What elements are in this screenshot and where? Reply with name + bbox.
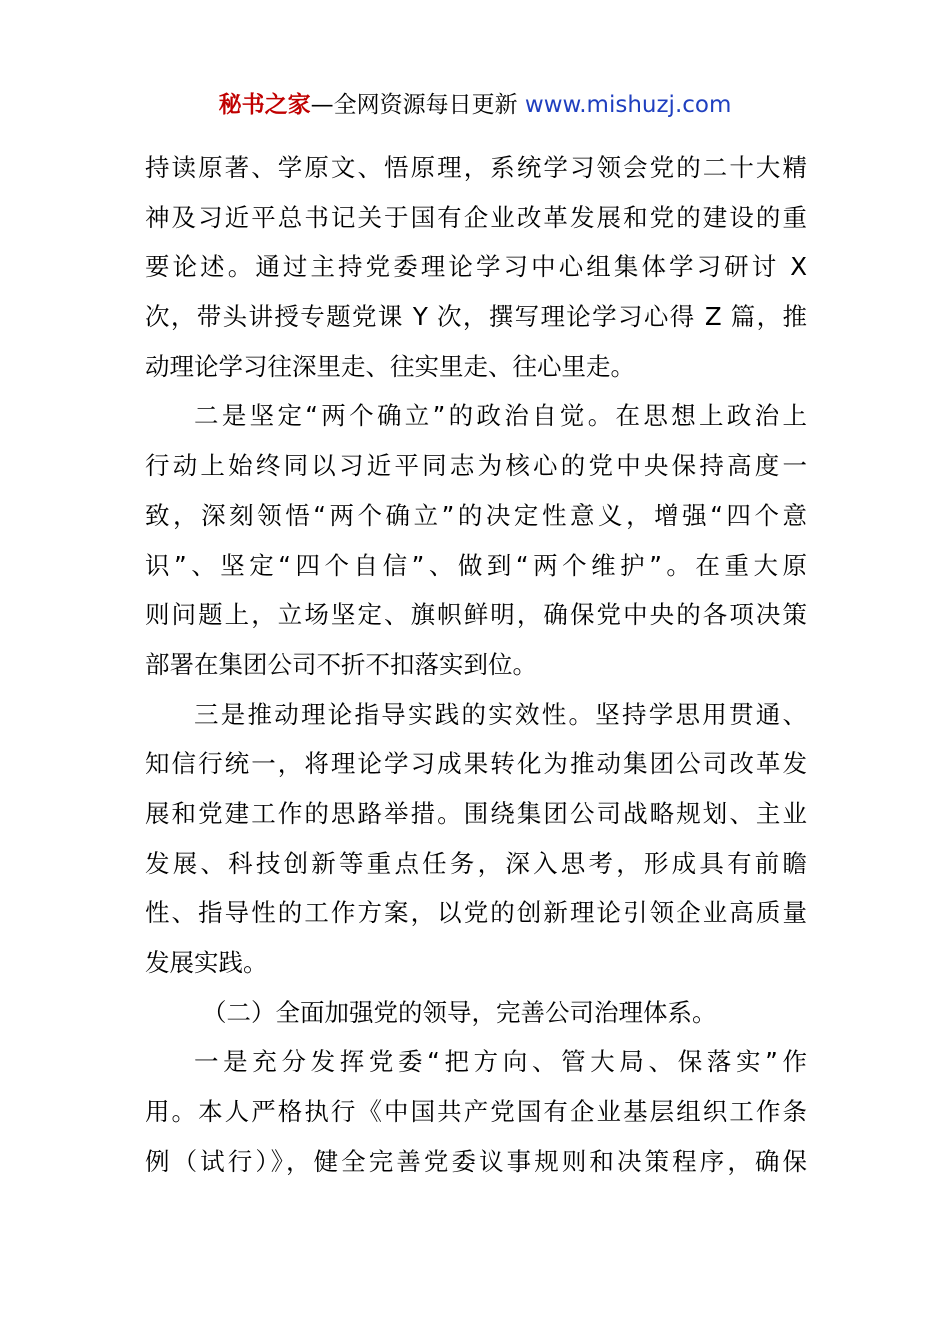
text-line: 识”、坚定“四个自信”、做到“两个维护”。在重大原 bbox=[145, 550, 807, 580]
text-line: 发展实践。 bbox=[145, 948, 268, 977]
paragraph-start-line: 三是推动理论指导实践的实效性。坚持学思用贯通、 bbox=[194, 699, 807, 729]
text-line: 持读原著、学原文、悟原理，系统学习领会党的二十大精 bbox=[145, 153, 807, 182]
text-line: 部署在集团公司不折不扣落实到位。 bbox=[145, 649, 537, 679]
text-line: 动理论学习往深里走、往实里走、往心里走。 bbox=[145, 351, 635, 381]
paragraph-start-line: 一是充分发挥党委“把方向、管大局、保落实”作 bbox=[194, 1047, 807, 1077]
text-line: 神及习近平总书记关于国有企业改革发展和党的建设的重 bbox=[145, 202, 807, 232]
text-line: 例（试行）》，健全完善党委议事规则和决策程序，确保 bbox=[145, 1146, 807, 1176]
site-tagline: —全网资源每日更新 bbox=[310, 92, 525, 118]
text-line: 知信行统一，将理论学习成果转化为推动集团公司改革发 bbox=[145, 749, 807, 779]
text-line: 次，带头讲授专题党课 Y 次，撰写理论学习心得 Z 篇，推 bbox=[145, 302, 807, 332]
page-header bbox=[0, 86, 950, 124]
document-body bbox=[145, 143, 807, 1186]
text-line: 展和党建工作的思路举措。围绕集团公司战略规划、主业 bbox=[145, 798, 807, 828]
paragraph-start-line: 二是坚定“两个确立”的政治自觉。在思想上政治上 bbox=[194, 401, 807, 431]
text-line: 用。本人严格执行《中国共产党国有企业基层组织工作条 bbox=[145, 1097, 807, 1127]
text-line: 要论述。通过主持党委理论学习中心组集体学习研讨 X bbox=[145, 252, 807, 282]
text-line: 发展、科技创新等重点任务，深入思考，形成具有前瞻 bbox=[145, 848, 807, 878]
site-brand: 秘书之家 bbox=[218, 92, 311, 118]
text-line: 行动上始终同以习近平同志为核心的党中央保持高度一 bbox=[145, 451, 807, 481]
text-line: 致，深刻领悟“两个确立”的决定性意义，增强“四个意 bbox=[145, 500, 807, 530]
section-heading: （二）全面加强党的领导，完善公司治理体系。 bbox=[202, 997, 717, 1027]
text-line: 则问题上，立场坚定、旗帜鲜明，确保党中央的各项决策 bbox=[145, 600, 807, 630]
site-url-link[interactable]: www.mishuzj.com bbox=[524, 92, 732, 118]
text-line: 性、指导性的工作方案，以党的创新理论引领企业高质量 bbox=[145, 898, 807, 928]
